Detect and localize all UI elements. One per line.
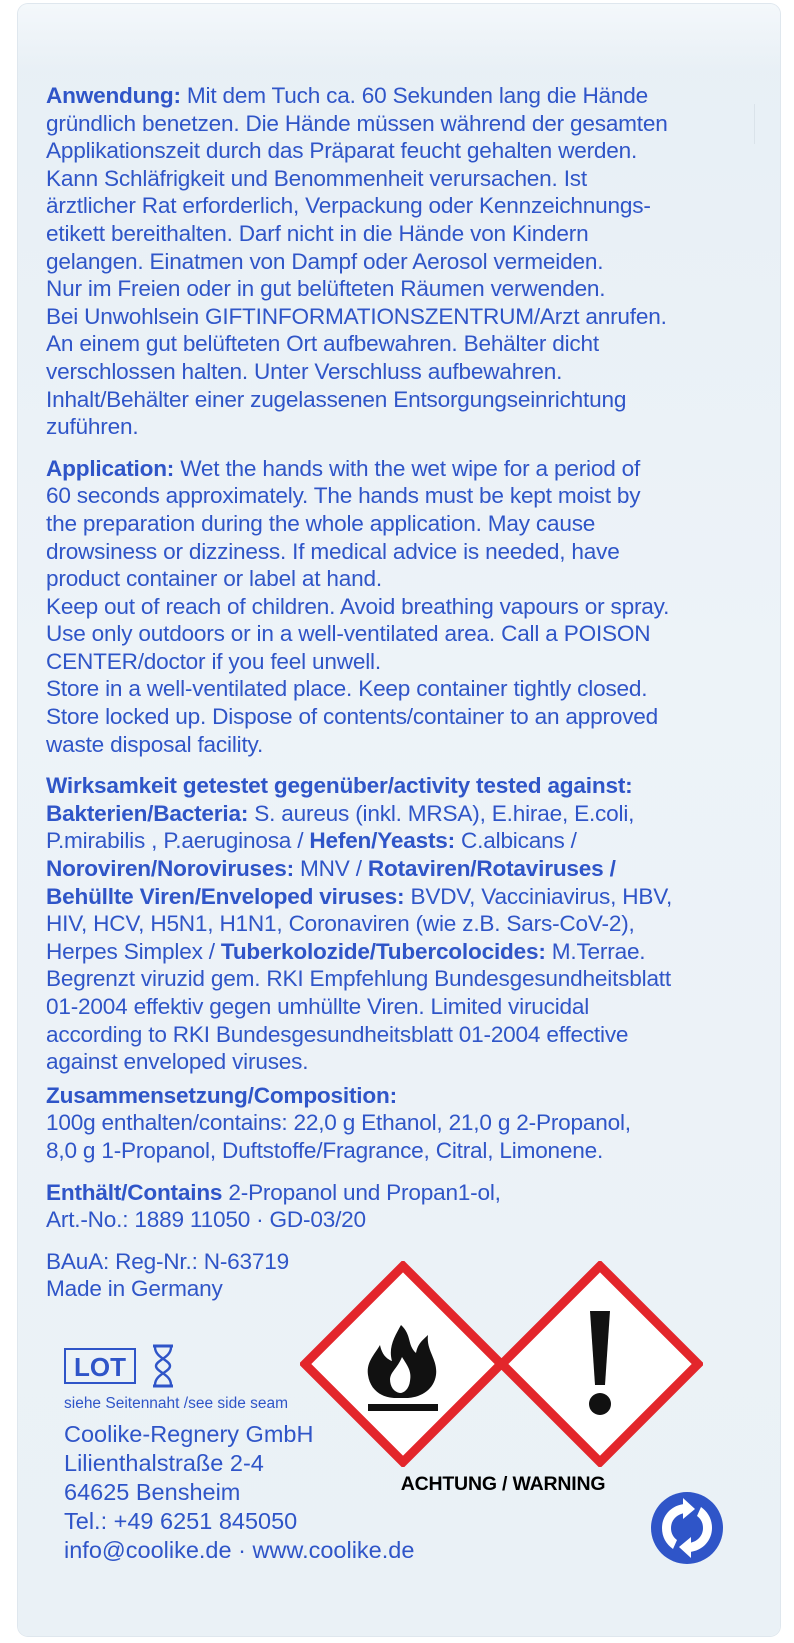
de-line-1: Anwendung: Mit dem Tuch ca. 60 Sekunden lang die Hände bbox=[46, 83, 649, 108]
made-in: Made in Germany bbox=[46, 1276, 223, 1302]
contains-line: Enthält/Contains 2-Propanol und Propan1-ol, bbox=[46, 1179, 501, 1205]
en-line-5: product container or label at hand. bbox=[46, 566, 382, 592]
rki-line-3: according to RKI Bundesgesundheitsblatt 01-2004 effective bbox=[46, 1021, 629, 1047]
company-phone: Tel.: +49 6251 845050 bbox=[64, 1508, 298, 1534]
composition-line-2: 8,0 g 1-Propanol, Duftstoffe/Fragrance, Citral, Limonene. bbox=[46, 1137, 604, 1163]
en-line-6: Keep out of reach of children. Avoid breathing vapours or spray. bbox=[46, 593, 670, 619]
rki-line-4: against enveloped viruses. bbox=[46, 1049, 309, 1075]
side-seam-mark bbox=[754, 104, 769, 144]
article-number: Art.-No.: 1889 11050 · GD-03/20 bbox=[46, 1207, 366, 1233]
rki-line-1: Begrenzt viruzid gem. RKI Empfehlung Bundesgesundheitsblatt bbox=[46, 966, 671, 992]
en-line-1: Application: Wet the hands with the wet wipe for a period of bbox=[46, 455, 641, 481]
signal-word: ACHTUNG / WARNING bbox=[400, 1473, 606, 1495]
lot-side-seam-note: siehe Seitennaht /see side seam bbox=[64, 1395, 289, 1412]
de-line-7: gelangen. Einatmen von Dampf oder Aerosol vermeiden. bbox=[46, 248, 604, 274]
en-line-8: CENTER/doctor if you feel unwell. bbox=[46, 648, 381, 674]
virus-line-3: HIV, HCV, H5N1, H1N1, Coronaviren (wie z.B. Sars-CoV-2), bbox=[46, 911, 635, 937]
de-line-13: zuführen. bbox=[46, 414, 139, 440]
contains-section bbox=[46, 1179, 746, 1234]
de-line-12: Inhalt/Behälter einer zugelassenen Entsorgungseinrichtung bbox=[46, 386, 627, 412]
ghs-flame-pictogram bbox=[300, 1261, 506, 1467]
german-application-section bbox=[46, 82, 746, 441]
composition-heading: Zusammensetzung/Composition: bbox=[46, 1082, 397, 1108]
en-line-10: Store locked up. Dispose of contents/container to an approved bbox=[46, 704, 659, 730]
efficacy-heading: Wirksamkeit getestet gegenüber/activity tested against: bbox=[46, 773, 633, 799]
virus-line-4: Herpes Simplex / Tuberkolozide/Tubercolocides: M.Terrae. bbox=[46, 938, 646, 964]
company-web: info@coolike.de · www.coolike.de bbox=[64, 1537, 415, 1563]
green-dot-recycling-icon bbox=[649, 1490, 725, 1566]
composition-section bbox=[46, 1082, 746, 1165]
de-line-2: gründlich benetzen. Die Hände müssen während der gesamten bbox=[46, 110, 668, 136]
en-line-11: waste disposal facility. bbox=[46, 731, 264, 757]
en-line-4: drowsiness or dizziness. If medical advice is needed, have bbox=[46, 538, 620, 564]
en-line-7: Use only outdoors or in a well-ventilated area. Call a POISON bbox=[46, 621, 651, 647]
en-label: Application: bbox=[46, 455, 175, 481]
company-name: Coolike-Regnery GmbH bbox=[64, 1421, 314, 1447]
de-line-11: verschlossen halten. Unter Verschluss aufbewahren. bbox=[46, 358, 563, 384]
ghs-exclamation-pictogram bbox=[497, 1261, 703, 1467]
en-line-9: Store in a well-ventilated place. Keep container tightly closed. bbox=[46, 676, 648, 702]
english-application-section bbox=[46, 455, 746, 759]
lot-box: LOT bbox=[64, 1348, 136, 1384]
virus-line-1: Noroviren/Noroviruses: MNV / Rotaviren/Rotaviruses / bbox=[46, 856, 616, 882]
virus-line-2: Behüllte Viren/Enveloped viruses: BVDV, Vacciniavirus, HBV, bbox=[46, 883, 673, 909]
bacteria-line-2: P.mirabilis , P.aeruginosa / Hefen/Yeasts: C.albicans / bbox=[46, 828, 577, 854]
hourglass-icon bbox=[150, 1344, 176, 1388]
bacteria-line-1: Bakterien/Bacteria: S. aureus (inkl. MRSA), E.hirae, E.coli, bbox=[46, 800, 635, 826]
de-line-10: An einem gut belüfteten Ort aufbewahren. Behälter dicht bbox=[46, 331, 599, 357]
de-line-3: Applikationszeit durch das Präparat feucht gehalten werden. bbox=[46, 138, 638, 164]
de-line-6: etikett bereithalten. Darf nicht in die Hände von Kindern bbox=[46, 220, 589, 246]
company-street: Lilienthalstraße 2-4 bbox=[64, 1450, 264, 1476]
rki-line-2: 01-2004 effektiv gegen umhüllte Viren. Limited virucidal bbox=[46, 994, 590, 1019]
de-label: Anwendung: bbox=[46, 83, 181, 108]
composition-line-1: 100g enthalten/contains: 22,0 g Ethanol, 21,0 g 2-Propanol, bbox=[46, 1110, 631, 1136]
efficacy-section bbox=[46, 772, 746, 1076]
de-line-5: ärztlicher Rat erforderlich, Verpackung oder Kennzeichnungs- bbox=[46, 193, 651, 219]
company-city: 64625 Bensheim bbox=[64, 1479, 241, 1505]
en-line-2: 60 seconds approximately. The hands must be kept moist by bbox=[46, 483, 641, 509]
de-line-4: Kann Schläfrigkeit und Benommenheit verursachen. Ist bbox=[46, 165, 587, 191]
en-line-3: the preparation during the whole application. May cause bbox=[46, 510, 596, 536]
de-line-9: Bei Unwohlsein GIFTINFORMATIONSZENTRUM/Arzt anrufen. bbox=[46, 303, 667, 329]
label-text-block bbox=[46, 82, 746, 1317]
de-line-8: Nur im Freien oder in gut belüfteten Räumen verwenden. bbox=[46, 276, 606, 302]
baua-registration: BAuA: Reg-Nr.: N-63719 bbox=[46, 1248, 289, 1274]
